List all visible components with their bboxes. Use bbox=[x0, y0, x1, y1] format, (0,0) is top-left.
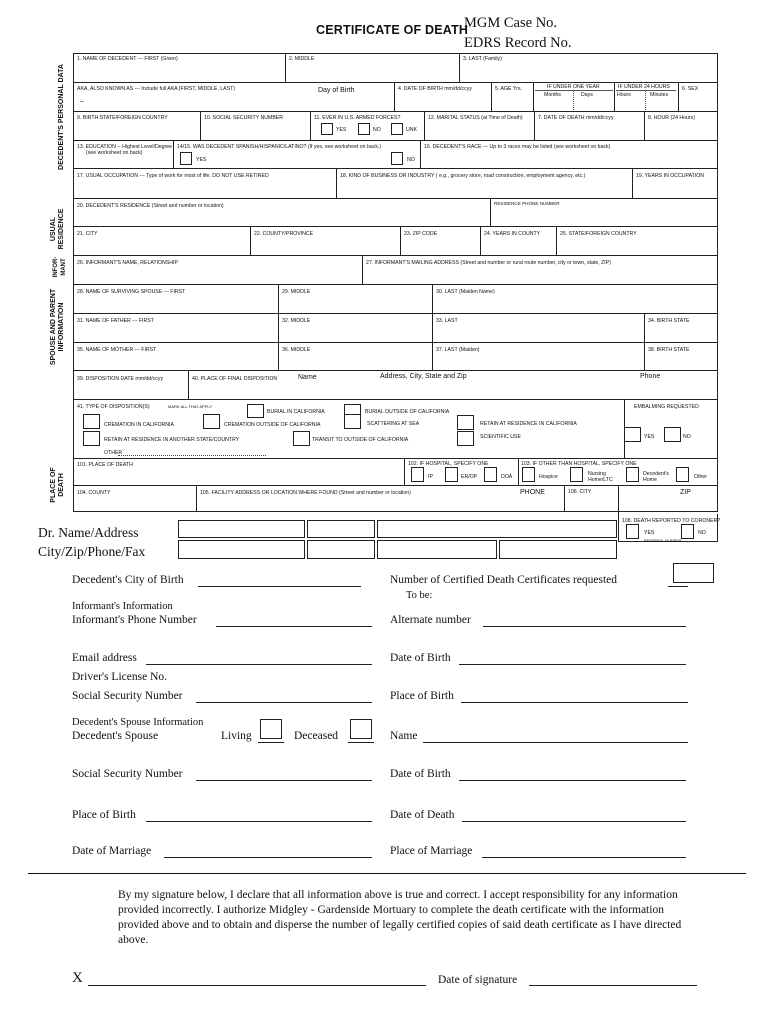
hospital-doa-checkbox[interactable] bbox=[484, 467, 497, 482]
side-label-spouse-parent: SPOUSE AND PARENT INFORMATION bbox=[50, 288, 65, 366]
pob-input[interactable] bbox=[461, 702, 688, 703]
email-label: Email address bbox=[72, 652, 137, 664]
spouse-info-heading: Decedent's Spouse Information bbox=[72, 717, 204, 728]
label-zip-code: 23. ZIP CODE bbox=[404, 231, 438, 237]
dob-input[interactable] bbox=[459, 664, 686, 665]
label-cremation-out: CREMATION OUTSIDE OF CALIFORNIA bbox=[224, 422, 321, 428]
label-years-county: 24. YEARS IN COUNTY bbox=[484, 231, 541, 237]
label-place-of-death: 101. PLACE OF DEATH bbox=[77, 462, 133, 468]
label-hour: 8. HOUR (24 Hours) bbox=[648, 115, 695, 121]
label-phone-hint: Phone bbox=[640, 373, 661, 380]
label-residence-phone: RESIDENCE PHONE NUMBER bbox=[494, 201, 560, 206]
label-mark-all: MARK ALL THAT APPLY bbox=[168, 404, 213, 409]
label-date-of-birth: 4. DATE OF BIRTH mm/dd/ccyy bbox=[398, 86, 472, 92]
label-coroner: 108. DEATH REPORTED TO CORONER? bbox=[622, 518, 721, 524]
label-spouse-last: 30. LAST (Maiden Name) bbox=[436, 289, 495, 295]
informant-phone-label: Informant's Phone Number bbox=[72, 614, 197, 626]
label-mother-middle: 36. MIDDLE bbox=[282, 347, 311, 353]
dom-input[interactable] bbox=[164, 857, 372, 858]
dob-label: Date of Birth bbox=[390, 652, 451, 664]
label-no: NO bbox=[373, 127, 381, 133]
label-name-hint: Name bbox=[298, 374, 317, 381]
label-unk: UNK bbox=[406, 127, 417, 133]
embalming-no-checkbox[interactable] bbox=[664, 427, 681, 442]
label-spouse-middle: 29. MIDDLE bbox=[282, 289, 311, 295]
label-days: Days bbox=[581, 92, 593, 98]
label-coroner-yes: YES bbox=[644, 530, 655, 536]
mgm-case-label: MGM Case No. bbox=[464, 15, 558, 31]
label-education: 13. EDUCATION -- Highest Level/Degree bbox=[77, 144, 173, 150]
label-disposition-type: 41. TYPE OF DISPOSITION(S) bbox=[77, 404, 150, 410]
dom-label: Date of Marriage bbox=[72, 845, 152, 857]
label-informant-name: 26. INFORMANT'S NAME, RELATIONSHIP bbox=[77, 260, 178, 266]
doctor-address-box[interactable] bbox=[377, 520, 617, 538]
spouse-pob-input[interactable] bbox=[146, 821, 372, 822]
label-yes-2: YES bbox=[196, 157, 207, 163]
hispanic-no-checkbox[interactable] bbox=[391, 152, 403, 165]
label-scattering: SCATTERING AT SEA bbox=[367, 421, 420, 427]
label-burial-out: BURIAL OUTSIDE OF CALIFORNIA bbox=[365, 409, 450, 415]
license-label: Driver's License No. bbox=[72, 671, 167, 683]
label-hospice: Hospice bbox=[539, 474, 558, 480]
label-transit: TRANSIT TO OUTSIDE OF CALIFORNIA bbox=[312, 437, 409, 443]
hospice-checkbox[interactable] bbox=[522, 467, 535, 482]
coroner-yes-checkbox[interactable] bbox=[626, 524, 639, 539]
declaration-text: By my signature below, I declare that all information above is true and correct. I accept responsibility for any information provided incorrectly. I authorize Midgley - Gardenside Mortuary to complete the death certificate with the information provided above and to obtain and disperse the number of legally certified copies of said death certificate as I have directed above. bbox=[118, 889, 682, 946]
label-address-hint: Address, City, State and Zip bbox=[380, 373, 467, 380]
label-hours: Hours bbox=[617, 92, 631, 98]
retain-ca-checkbox[interactable] bbox=[457, 415, 474, 430]
doctor-name-address-label: Dr. Name/Address bbox=[38, 525, 139, 540]
label-state-country: 25. STATE/FOREIGN COUNTRY bbox=[560, 231, 637, 237]
label-other-place: Other bbox=[694, 474, 707, 480]
to-be-label: To be: bbox=[406, 590, 433, 601]
spouse-pob-label: Place of Birth bbox=[72, 809, 136, 821]
pom-input[interactable] bbox=[482, 857, 686, 858]
label-father-first: 31. NAME OF FATHER --- FIRST bbox=[77, 318, 154, 324]
label-scientific: SCIENTIFIC USE bbox=[480, 434, 521, 440]
transit-checkbox[interactable] bbox=[293, 431, 310, 446]
label-erop: ER/OP bbox=[461, 474, 478, 480]
label-burial-ca: BURIAL IN CALIFORNIA bbox=[267, 409, 325, 415]
email-input[interactable] bbox=[146, 664, 372, 665]
signature-input[interactable] bbox=[88, 985, 426, 986]
decedents-home-checkbox[interactable] bbox=[626, 467, 639, 482]
doctor-name-box[interactable] bbox=[178, 520, 305, 538]
hospital-ip-checkbox[interactable] bbox=[411, 467, 424, 482]
label-first-name: 1. NAME OF DECEDENT --- FIRST (Given) bbox=[77, 56, 178, 62]
doctor-city-zip-label: City/Zip/Phone/Fax bbox=[38, 544, 146, 559]
cremation-out-checkbox[interactable] bbox=[203, 414, 220, 429]
label-facility-address: 105. FACILITY ADDRESS OR LOCATION WHERE FOUND (Street and number or location) bbox=[200, 490, 411, 496]
label-retain-ca: RETAIN AT RESIDENCE IN CALIFORNIA bbox=[480, 421, 577, 427]
label-retain-other: RETAIN AT RESIDENCE IN ANOTHER STATE/COUNTRY bbox=[104, 437, 240, 443]
signature-date-label: Date of signature bbox=[438, 974, 518, 986]
label-months: Months bbox=[544, 92, 562, 98]
label-embalming-yes: YES bbox=[644, 434, 655, 440]
label-if-hospital: 102. IF HOSPITAL, SPECIFY ONE bbox=[408, 461, 489, 467]
label-race: 16. DECEDENT'S RACE --- Up to 3 races may be listed (see worksheet on back) bbox=[424, 144, 611, 150]
label-county-2: 104. COUNTY bbox=[77, 490, 111, 496]
hospital-erop-checkbox[interactable] bbox=[445, 467, 458, 482]
label-father-last: 33. LAST bbox=[436, 318, 458, 324]
armed-forces-unk-checkbox[interactable] bbox=[391, 123, 403, 135]
doctor-fax-box[interactable] bbox=[499, 540, 617, 559]
label-city: 21. CITY bbox=[77, 231, 98, 237]
form-title: CERTIFICATE OF DEATH bbox=[316, 23, 469, 37]
label-father-middle: 32. MIDDLE bbox=[282, 318, 311, 324]
label-other: OTHER bbox=[104, 450, 123, 456]
section-divider bbox=[28, 873, 746, 874]
city-of-birth-input[interactable] bbox=[198, 586, 361, 587]
alternate-label: Alternate number bbox=[390, 614, 471, 626]
label-middle: 2. MIDDLE bbox=[289, 56, 315, 62]
city-of-birth-label: Decedent's City of Birth bbox=[72, 574, 184, 586]
cremation-ca-checkbox[interactable] bbox=[83, 414, 100, 429]
label-city-2: 106. CITY bbox=[568, 489, 592, 495]
label-county: 22. COUNTY/PROVINCE bbox=[254, 231, 314, 237]
label-last: 3. LAST (Family) bbox=[463, 56, 502, 62]
label-hispanic: 14/15. WAS DECEDENT SPANISH/HISPANIC/LATINO? (If yes, see worksheet on back.) bbox=[177, 144, 382, 150]
label-nursing-home: Nursing Home/LTC bbox=[588, 471, 613, 483]
label-ssn: 10. SOCIAL SECURITY NUMBER bbox=[204, 115, 283, 121]
spouse-dod-input[interactable] bbox=[462, 821, 686, 822]
armed-forces-yes-checkbox[interactable] bbox=[321, 123, 333, 135]
informant-info-heading: Informant's Information bbox=[72, 601, 173, 612]
retain-other-checkbox[interactable] bbox=[83, 431, 100, 446]
spouse-name-input[interactable] bbox=[423, 742, 688, 743]
hispanic-yes-checkbox[interactable] bbox=[180, 152, 192, 165]
spouse-ssn-input[interactable] bbox=[196, 780, 372, 781]
label-mother-last: 37. LAST (Maiden) bbox=[436, 347, 480, 353]
label-spouse-first: 28. NAME OF SURVIVING SPOUSE --- FIRST bbox=[77, 289, 186, 295]
label-ip: IP bbox=[428, 474, 433, 480]
label-occupation: 17. USUAL OCCUPATION --- Type of work for most of life. DO NOT USE RETIRED bbox=[77, 173, 269, 179]
label-under-one-year: IF UNDER ONE YEAR bbox=[547, 84, 600, 90]
label-under-24-hours: IF UNDER 24 HOURS bbox=[618, 84, 670, 90]
nursing-home-checkbox[interactable] bbox=[570, 467, 583, 482]
ssn-input[interactable] bbox=[196, 702, 372, 703]
living-checkbox[interactable] bbox=[260, 719, 282, 739]
spouse-dod-label: Date of Death bbox=[390, 809, 455, 821]
label-minutes: Minutes bbox=[650, 92, 669, 98]
side-label-personal: DECEDENT'S PERSONAL DATA bbox=[58, 64, 65, 170]
label-other-than-hospital: 103. IF OTHER THAN HOSPITAL, SPECIFY ONE bbox=[521, 461, 637, 467]
label-no-2: NO bbox=[407, 157, 415, 163]
side-label-informant: INFOR-MANT bbox=[53, 256, 67, 278]
label-mother-first: 35. NAME OF MOTHER --- FIRST bbox=[77, 347, 157, 353]
label-date-of-death: 7. DATE OF DEATH mm/dd/ccyy bbox=[538, 115, 614, 121]
signature-date-input[interactable] bbox=[529, 985, 697, 986]
label-residence: 20. DECEDENT'S RESIDENCE (Street and number or location) bbox=[77, 203, 224, 209]
label-phone: PHONE bbox=[520, 489, 545, 496]
doctor-zip-box[interactable] bbox=[307, 540, 375, 559]
label-education-note: (see worksheet on back) bbox=[86, 150, 143, 156]
doctor-city-box[interactable] bbox=[178, 540, 305, 559]
coroner-no-checkbox[interactable] bbox=[681, 524, 694, 539]
pom-label: Place of Marriage bbox=[390, 845, 473, 857]
label-age: 5. AGE Yrs. bbox=[495, 86, 523, 92]
label-decedents-home: Decedent's Home bbox=[643, 471, 669, 483]
certs-label: Number of Certified Death Certificates requested bbox=[390, 574, 618, 586]
certificate-grid bbox=[73, 53, 718, 512]
label-years-occupation: 19. YEARS IN OCCUPATION bbox=[636, 173, 705, 179]
label-birth-state: 9. BIRTH STATE/FOREIGN COUNTRY bbox=[77, 115, 168, 121]
label-doa: DOA bbox=[501, 474, 513, 480]
ssn-label: Social Security Number bbox=[72, 690, 183, 702]
scientific-checkbox[interactable] bbox=[457, 431, 474, 446]
scattering-checkbox[interactable] bbox=[344, 414, 361, 429]
side-label-usual-residence: USUAL RESIDENCE bbox=[50, 208, 65, 250]
label-embalming: EMBALMING REQUESTED bbox=[634, 404, 699, 410]
living-label: Living bbox=[221, 730, 252, 742]
label-aka: AKA, ALSO KNOWN AS --- Include full AKA (FIRST, MIDDLE, LAST) bbox=[77, 86, 235, 92]
label-armed-forces: 11. EVER IN U.S. ARMED FORCES? bbox=[314, 115, 401, 121]
spouse-dob-label: Date of Birth bbox=[390, 768, 451, 780]
spouse-ssn-label: Social Security Number bbox=[72, 768, 183, 780]
edrs-record-label: EDRS Record No. bbox=[464, 35, 572, 51]
label-mother-birth-state: 38. BIRTH STATE bbox=[648, 347, 690, 353]
informant-phone-input[interactable] bbox=[216, 626, 372, 627]
label-referral: REFERRAL NUMBER bbox=[644, 539, 682, 543]
label-informant-address: 27. INFORMANT'S MAILING ADDRESS (Street and number or rural route number, city or town, state, ZIP) bbox=[366, 260, 611, 266]
doctor-box-2[interactable] bbox=[307, 520, 375, 538]
spouse-name-label: Name bbox=[390, 730, 418, 742]
burial-ca-checkbox[interactable] bbox=[247, 404, 264, 418]
side-label-place-of-death: PLACE OF DEATH bbox=[50, 467, 65, 503]
label-zip: ZIP bbox=[680, 489, 691, 496]
pob-label: Place of Birth bbox=[390, 690, 454, 702]
doctor-phone-box[interactable] bbox=[377, 540, 497, 559]
spouse-dob-input[interactable] bbox=[459, 780, 686, 781]
label-marital-status: 12. MARITAL STATUS (at Time of Death) bbox=[428, 115, 523, 121]
tilde-mark: ~ bbox=[80, 99, 85, 106]
deceased-label: Deceased bbox=[294, 730, 339, 742]
certs-count-box[interactable] bbox=[673, 563, 714, 583]
label-father-birth-state: 34. BIRTH STATE bbox=[648, 318, 690, 324]
label-disposition-date: 39. DISPOSITION DATE mm/dd/ccyy bbox=[77, 376, 164, 382]
other-place-checkbox[interactable] bbox=[676, 467, 689, 482]
label-embalming-no: NO bbox=[683, 434, 691, 440]
deceased-checkbox[interactable] bbox=[350, 719, 372, 739]
label-sex: 6. SEX bbox=[682, 86, 699, 92]
embalming-yes-checkbox[interactable] bbox=[624, 427, 641, 442]
alternate-input[interactable] bbox=[483, 626, 686, 627]
spouse-label: Decedent's Spouse bbox=[72, 730, 159, 742]
label-yes: YES bbox=[336, 127, 347, 133]
signature-x: X bbox=[72, 970, 83, 986]
label-coroner-no: NO bbox=[698, 530, 706, 536]
label-final-disposition: 40. PLACE OF FINAL DISPOSITION bbox=[192, 376, 278, 382]
label-day-of-birth: Day of Birth bbox=[318, 87, 355, 94]
label-cremation-ca: CREMATION IN CALIFORNIA bbox=[104, 422, 174, 428]
label-business: 18. KIND OF BUSINESS OR INDUSTRY ( e.g., grocery store, road construction, employment agency, etc.) bbox=[340, 173, 586, 179]
armed-forces-no-checkbox[interactable] bbox=[358, 123, 370, 135]
